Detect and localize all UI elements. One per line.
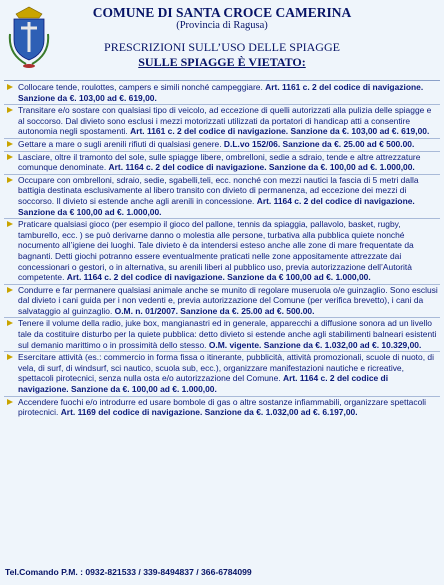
- bullet-arrow-icon: [7, 354, 13, 360]
- bullet-arrow-icon: [7, 177, 13, 183]
- list-item: Lasciare, oltre il tramonto del sole, sulle spiagge libere, ombrelloni, sedie a sdraio, tende e altre attrezzature comunque denominate. Art. 1164 c. 2 del codice di navigazione. Sanzione da €. 100,00 ad €. 1.000,00.: [4, 152, 440, 175]
- bullet-arrow-icon: [7, 84, 13, 90]
- list-item: Condurre e far permanere qualsiasi animale anche se munito di regolare museruola o/e guinzaglio. Sono esclusi dal divieto i cani guida per i non vedenti e, previa autorizzazione del Comune (per verifica brevetto), i cani da salvataggio al guinzaglio. O.M. n. 01/2007. Sanzione da €. 25.00 ad €. 500.00.: [4, 285, 440, 319]
- list-item: Accendere fuochi e/o introdurre ed usare bombole di gas o altre sostanze infiammabili, organizzare spettacoli pirotecnici. Art. 1169 del codice di navigazione. Sanzione da €. 1.032,00 ad €. 6.197,00.: [4, 397, 440, 419]
- list-item: Collocare tende, roulottes, campers e simili nonché campeggiare. Art. 1161 c. 2 del codice di navigazione. Sanzione da €. 103,00 ad €. 619,00.: [4, 82, 440, 105]
- list-item: Praticare qualsiasi gioco (per esempio il gioco del pallone, tennis da spiaggia, pallavolo, basket, rugby, tamburello, ecc. ) se può derivarne danno o molestia alle persone, turbativa alla pubblica quiete nonché nocumento all’igiene dei luoghi. Tale divieto è da intendersi esteso anche alle zone di mare frequentate da bagnanti. Detti giochi potranno essere eventualmente praticati nelle zone appositamente attrezzate dai concessionari o gestori, o in alternativa, su arenili liberi al pubblico uso, previa autorizzazione dell’Autorità competente. Art. 1164 c. 2 del codice di navigazione. Sanzione da € 100,00 ad €. 1.000,00.: [4, 219, 440, 285]
- bullet-arrow-icon: [7, 141, 13, 147]
- bullet-arrow-icon: [7, 221, 13, 227]
- bullet-arrow-icon: [7, 107, 13, 113]
- list-item: Occupare con ombrelloni, sdraio, sedie, sgabelli,teli, ecc. nonché con mezzi nautici la fascia di 5 metri dalla battigia destinata esclusivamente al libero transito con divieto di permanenza, ad eccezione dei mezzi di soccorso. Il divieto si estende anche agli arenili in concessione. Art. 1164 c. 2 del codice di navigazione. Sanzione da € 100,00 ad €. 1.000,00.: [4, 175, 440, 219]
- page-title: PRESCRIZIONI SULL’USO DELLE SPIAGGE: [104, 40, 340, 54]
- bullet-arrow-icon: [7, 154, 13, 160]
- bullet-arrow-icon: [7, 399, 13, 405]
- header-divider: [4, 80, 440, 81]
- page-subtitle: SULLE SPIAGGE È VIETATO:: [138, 55, 306, 69]
- contact-phone-footer: Tel.Comando P.M. : 0932-821533 / 339-8494837 / 366-6784099: [5, 567, 252, 577]
- municipality-name: COMUNE DI SANTA CROCE CAMERINA: [92, 5, 352, 20]
- list-item: Esercitare attività (es.: commercio in forma fissa o itinerante, pubblicità, attività promozionali, scuole di nuoto, di vela, di surf, di windsurf, sci nautico, scuola sub, ecc.), organizzare manifestazioni nautiche e ricreative, spettacoli pirotecnici, senza nulla osta e/o autorizzazione del Comune. Art. 1164 c. 2 del codice di navigazione. Sanzione da €. 100,00 ad €. 1.000,00.: [4, 352, 440, 396]
- list-item: Tenere il volume della radio, juke box, mangianastri ed in generale, apparecchi a diffusione sonora ad un livello tale da costituire disturbo per la quiete pubblica: detto divieto si estende anche agli stabilimenti balneari esistenti sul demanio marittimo o in prossimità dello stesso. O.M. vigente. Sanzione da €. 1.032,00 ad €. 10.329,00.: [4, 318, 440, 352]
- list-item: Transitare e/o sostare con qualsiasi tipo di veicolo, ad eccezione di quelli autorizzati alla pulizia delle spiagge e al soccorso. Dal divieto sono esclusi i mezzi motorizzati utilizzati da portatori di handicap atti a consentire autonomia negli spostamenti. Art. 1161 c. 2 del codice di navigazione. Sanzione da €. 103,00 ad €. 619,00.: [4, 105, 440, 139]
- bullet-arrow-icon: [7, 287, 13, 293]
- list-item: Gettare a mare o sugli arenili rifiuti di qualsiasi genere. D.L.vo 152/06. Sanzione da €. 25.00 ad € 500.00.: [4, 139, 440, 152]
- prohibitions-list: [4, 82, 440, 419]
- province-name: (Provincia di Ragusa): [176, 20, 268, 31]
- bullet-arrow-icon: [7, 320, 13, 326]
